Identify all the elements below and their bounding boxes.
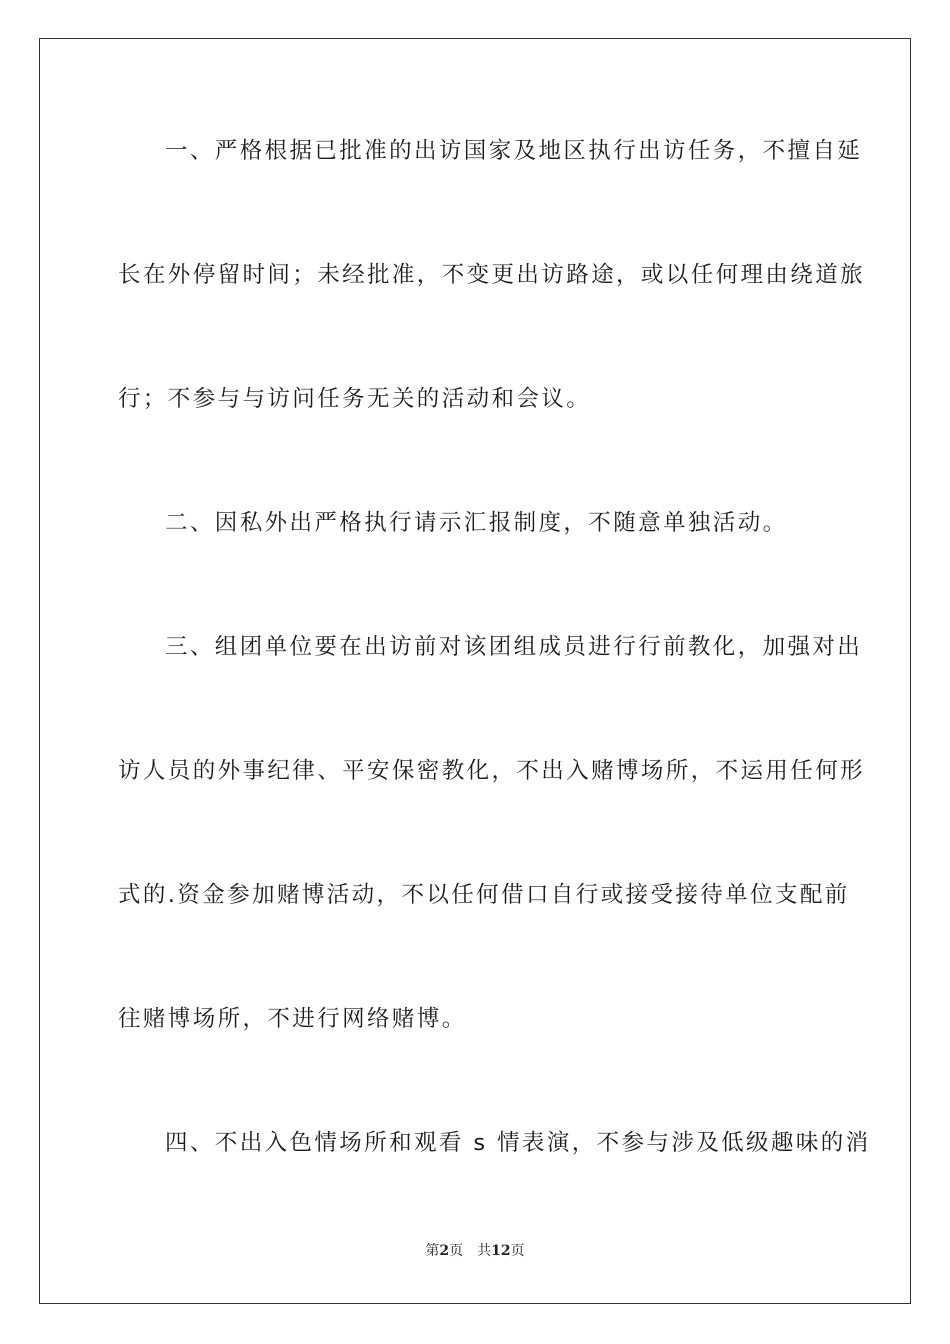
paragraph-3-line-2: 访人员的外事纪律、平安保密教化，不出入赌博场所，不运用任何形 — [118, 758, 866, 784]
paragraph-1-line-2: 长在外停留时间；未经批准，不变更出访路途，或以任何理由绕道旅 — [118, 262, 866, 288]
page-number: 2 — [439, 1243, 450, 1259]
paragraph-3-line-3: 式的.资金参加赌博活动，不以任何借口自行或接受接待单位支配前 — [118, 882, 850, 908]
total-pages: 12 — [491, 1243, 511, 1259]
paragraph-1-line-1: 一、严格根据已批准的出访国家及地区执行出访任务，不擅自延 — [165, 138, 863, 164]
paragraph-3-line-4: 往赌博场所，不进行网络赌博。 — [118, 1006, 467, 1032]
page-footer — [0, 1242, 950, 1260]
paragraph-4-line-1: 四、不出入色情场所和观看 s 情表演，不参与涉及低级趣味的消 — [165, 1130, 871, 1156]
total-prefix: 共 — [477, 1243, 492, 1259]
page-border — [39, 38, 911, 1304]
page-prefix: 第 — [425, 1243, 440, 1259]
paragraph-2-line-1: 二、因私外出严格执行请示汇报制度，不随意单独活动。 — [165, 510, 788, 536]
total-suffix: 页 — [510, 1243, 525, 1259]
page-suffix: 页 — [449, 1243, 464, 1259]
paragraph-1-line-3: 行；不参与与访问任务无关的活动和会议。 — [118, 386, 592, 412]
paragraph-3-line-1: 三、组团单位要在出访前对该团组成员进行行前教化，加强对出 — [165, 634, 863, 660]
